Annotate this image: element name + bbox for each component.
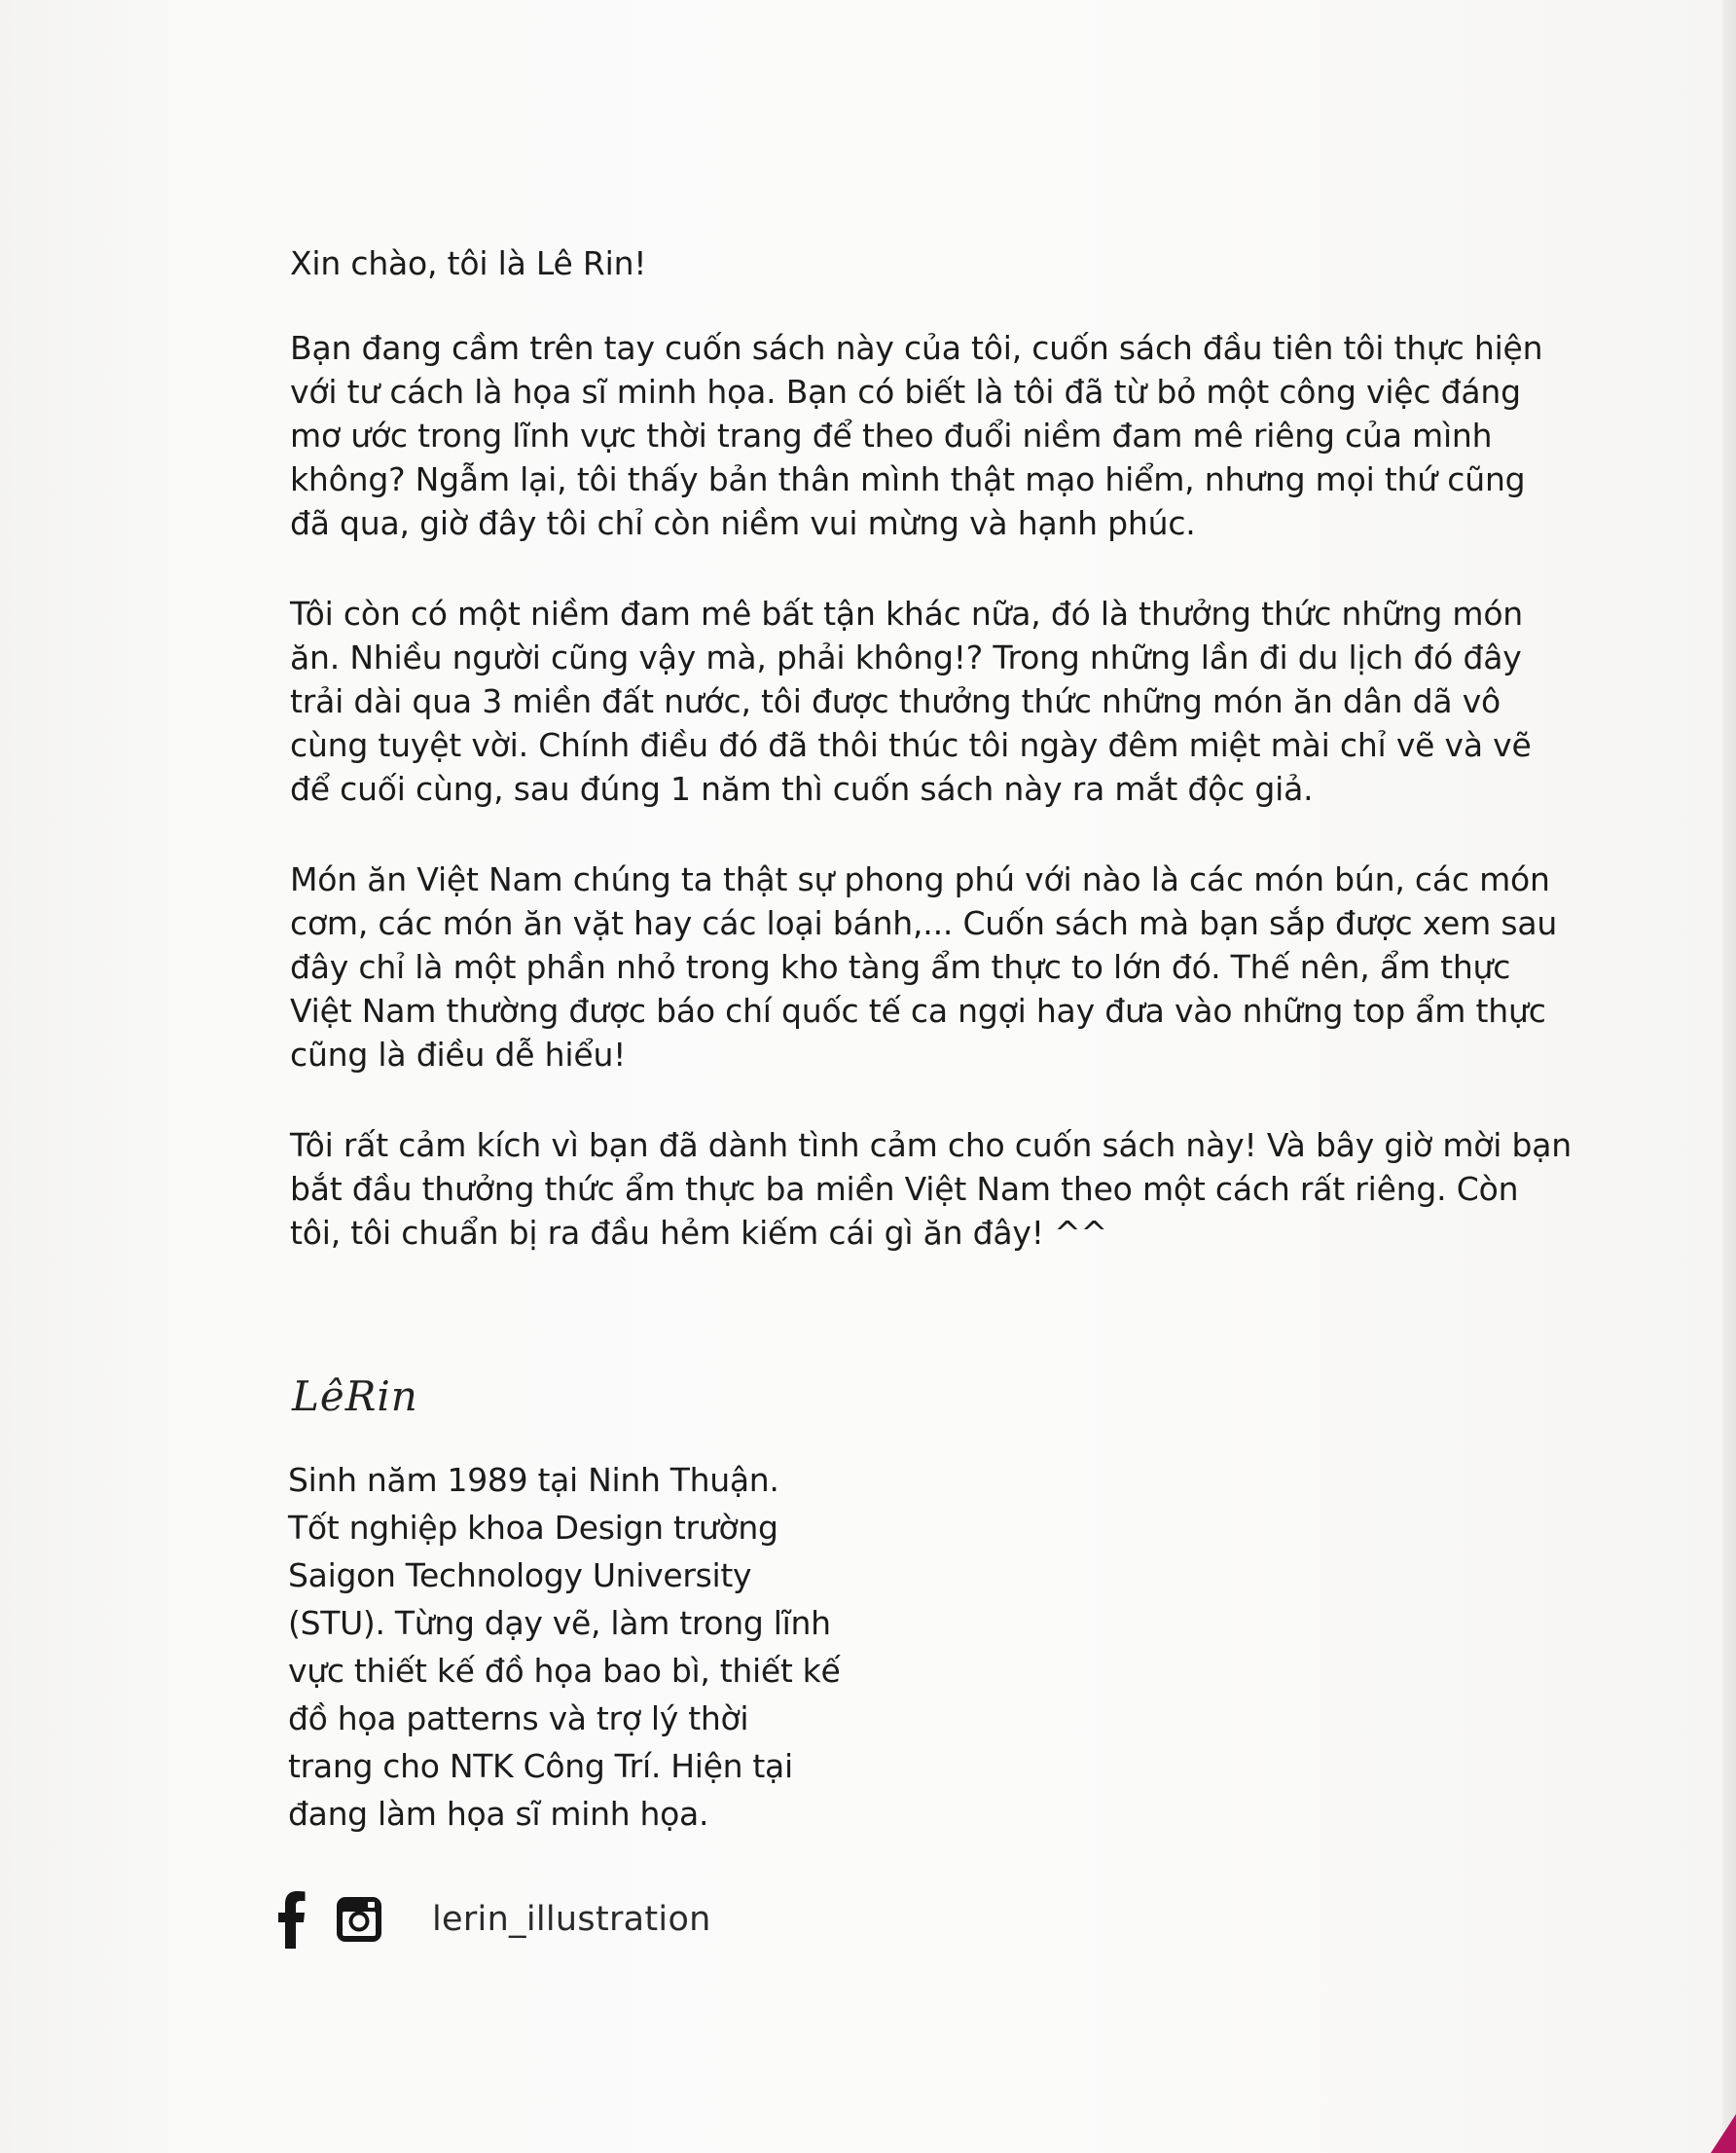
author-signature: LêRin bbox=[292, 1372, 418, 1420]
letter-paragraph: Tôi còn có một niềm đam mê bất tận khác nữa, đó là thưởng thức những món ăn. Nhiều người cũng vậy mà, phải không!? Trong những lần đi du lịch đó đây trải dài qua 3 miền đất nước, tôi được thưởng thức những món ăn dân dã vô cùng tuyệt vời. Chính điều đó đã thôi thúc tôi ngày đêm miệt mài chỉ vẽ và vẽ để cuối cùng, sau đúng 1 năm thì cuốn sách này ra mắt độc giả. bbox=[290, 595, 1532, 808]
bio-line: Tốt nghiệp khoa Design trường bbox=[288, 1509, 778, 1547]
page-edge bbox=[1722, 0, 1736, 2153]
bio-line: đang làm họa sĩ minh họa. bbox=[288, 1795, 709, 1833]
social-handle: lerin_illustration bbox=[432, 1900, 711, 1939]
instagram-icon bbox=[335, 1895, 383, 1944]
facebook-icon bbox=[278, 1890, 306, 1949]
letter-greeting: Xin chào, tôi là Lê Rin! bbox=[290, 244, 647, 282]
letter-paragraph: Bạn đang cầm trên tay cuốn sách này của tôi, cuốn sách đầu tiên tôi thực hiện với tư cách là họa sĩ minh họa. Bạn có biết là tôi đã từ bỏ một công việc đáng mơ ước trong lĩnh vực thời trang để theo đuổi niềm đam mê riêng của mình không? Ngẫm lại, tôi thấy bản thân mình thật mạo hiểm, nhưng mọi thứ cũng đã qua, giờ đây tôi chỉ còn niềm vui mừng và hạnh phúc. bbox=[290, 329, 1543, 542]
bio-line: Saigon Technology University bbox=[288, 1556, 752, 1594]
letter-paragraph: Món ăn Việt Nam chúng ta thật sự phong phú với nào là các món bún, các món cơm, các món ăn vặt hay các loại bánh,... Cuốn sách mà bạn sắp được xem sau đây chỉ là một phần nhỏ trong kho tàng ẩm thực to lớn đó. Thế nên, ẩm thực Việt Nam thường được báo chí quốc tế ca ngợi hay đưa vào những top ẩm thực cũng là điều dễ hiểu! bbox=[290, 860, 1558, 1074]
author-letter bbox=[290, 241, 1574, 1301]
bio-line: Sinh năm 1989 tại Ninh Thuận. bbox=[288, 1461, 779, 1499]
bio-line: (STU). Từng dạy vẽ, làm trong lĩnh bbox=[288, 1604, 831, 1642]
author-bio bbox=[288, 1456, 841, 1838]
social-links bbox=[278, 1890, 711, 1949]
bio-line: vực thiết kế đồ họa bao bì, thiết kế bbox=[288, 1652, 841, 1690]
bio-line: trang cho NTK Công Trí. Hiện tại bbox=[288, 1747, 793, 1785]
bio-line: đồ họa patterns và trợ lý thời bbox=[288, 1699, 749, 1737]
letter-paragraph: Tôi rất cảm kích vì bạn đã dành tình cảm cho cuốn sách này! Và bây giờ mời bạn bắt đầu thưởng thức ẩm thực ba miền Việt Nam theo một cách rất riêng. Còn tôi, tôi chuẩn bị ra đầu hẻm kiếm cái gì ăn đây! ^^ bbox=[290, 1126, 1573, 1252]
